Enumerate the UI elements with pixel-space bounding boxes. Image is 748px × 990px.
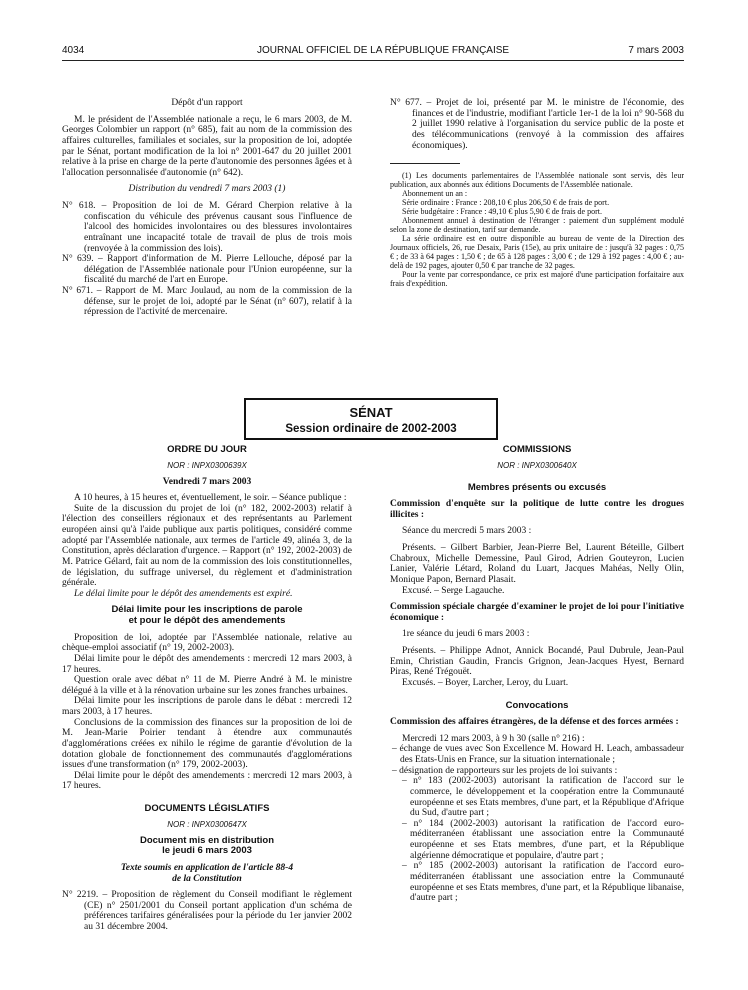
serie-ordinaire: Série ordinaire : France : 208,10 € plus 206,50 € de frais de port. — [402, 197, 610, 207]
presents-2: Présents. – Philippe Adnot, Annick Bocandé, Paul Dubrule, Jean-Paul Emin, Christian Gaudin, Francis Grignon, Jean-Jacques Hyest, Bernard Piras, René Trégouët. — [390, 646, 684, 678]
seance-jeudi: 1re séance du jeudi 6 mars 2003 : — [402, 629, 530, 640]
header-rule — [62, 60, 684, 61]
depot-title: Dépôt d'un rapport — [171, 98, 243, 108]
bottom-left-column — [62, 445, 352, 933]
etranger-text: Abonnement annuel à destination de l'étranger : paiement d'un supplément modulé selon la zone de destination, tarif sur demande. — [390, 215, 684, 234]
commissions-nor: NOR : INPX0300640X — [497, 460, 577, 470]
page-number: 4034 — [62, 45, 85, 56]
doc-mis-title-1: Document mis en distribution — [139, 834, 275, 846]
suite-discussion: Suite de la discussion du projet de loi (n° 182, 2002-2003) relatif à l'élection des conseillers régionaux et des représentants au Parlement européen ainsi qu'à l'aide publique aux partis politiques, considéré comme adopté par l'Assemblée nationale, aux termes de l'article 49, alinéa 3, de la Constitution, après déclaration d'urgence. – Rapport (n° 192, 2002-2003) de M. Patrice Gélard, fait au nom de la commission des lois constitutionnelles, de législation, du suffrage universel, du règlement et d'administration générale. — [62, 503, 352, 589]
seance-line: A 10 heures, à 15 heures et, éventuellement, le soir. – Séance publique : — [74, 493, 347, 504]
list-item: N° 639. – Rapport d'information de M. Pierre Lellouche, déposé par la délégation de l'Assemblée nationale pour l'Union européenne, sur la fiscalité du marché de l'art en Europe. — [62, 254, 352, 286]
paragraph: Délai limite pour les inscriptions de parole dans le débat : mercredi 12 mars 2003, à 17 heures. — [62, 696, 352, 718]
footnote-rule — [390, 163, 460, 164]
list-item: – n° 184 (2002-2003) autorisant la ratification de l'accord euro-méditerranéen établissant une association entre la Communauté européenne et ses Etats membres, d'une part, et la République algérienne démocratique et populaire, d'autre part ; — [402, 818, 684, 861]
senat-banner — [244, 398, 498, 440]
banner-title: SÉNAT — [349, 405, 393, 420]
enquete-title: Commission d'enquête sur la politique de lutte contre les drogues illicites : — [390, 499, 684, 520]
item-677: N° 677. – Projet de loi, présenté par M. le ministre de l'économie, des finances et de l'industrie, modifiant l'article 1er-1 de la loi n° 90-568 du 2 juillet 1990 relative à l'organisation du service public de la poste et des télécommunications (renvoyé à la commission des affaires économiques). — [390, 98, 684, 151]
vendredi-heading: Vendredi 7 mars 2003 — [162, 476, 252, 487]
doc-mis-title-2: le jeudi 6 mars 2003 — [162, 845, 252, 857]
footnote-1: (1) Les documents parlementaires de l'Assemblée nationale sont servis, dès leur publication, aux abonnés aux éditions Documents de l'Assemblée nationale. — [390, 171, 684, 190]
correspondance-text: Pour la vente par correspondance, ce prix est majoré d'une participation forfaitaire aux frais d'expédition. — [390, 269, 684, 288]
bottom-right-column — [390, 445, 684, 904]
documents-legislatifs-title: DOCUMENTS LÉGISLATIFS — [144, 803, 270, 815]
banner-subtitle: Session ordinaire de 2002-2003 — [285, 422, 457, 435]
distribution-title: Distribution du vendredi 7 mars 2003 (1) — [128, 184, 286, 195]
list-item: N° 618. – Proposition de loi de M. Gérard Cherpion relative à la confiscation du véhicule des prévenus causant sous l'influence de l'alcool des homicides involontaires ou des blessures involontaires entraînant une incapacité totale de travail de plus de trois mois (renvoyée à la commission des lois). — [62, 201, 352, 254]
seance-mercredi: Séance du mercredi 5 mars 2003 : — [402, 526, 532, 537]
paragraph: Question orale avec débat n° 11 de M. Pierre André à M. le ministre délégué à la ville et à la rénovation urbaine sur les zones franches urbaines. — [62, 675, 352, 696]
paragraph: Délai limite pour le dépôt des amendements : mercredi 12 mars 2003, à 17 heures. — [62, 770, 352, 792]
ordre-du-jour-title: ORDRE DU JOUR — [167, 444, 247, 455]
docs-nor: NOR : INPX0300647X — [167, 819, 247, 829]
paragraph: Délai limite pour le dépôt des amendements : mercredi 12 mars 2003, à 17 heures. — [62, 653, 352, 675]
excuses-2: Excusés. – Boyer, Larcher, Leroy, du Luart. — [402, 677, 569, 688]
serie-budgetaire: Série budgétaire : France : 49,10 € plus 5,90 € de frais de port. — [402, 206, 602, 216]
page-header — [62, 45, 684, 59]
delai-expire: Le délai limite pour le dépôt des amendements est expiré. — [74, 588, 293, 599]
convocations-title: Convocations — [505, 699, 569, 711]
abonnement-label: Abonnement un an : — [402, 189, 468, 199]
paragraph: Conclusions de la commission des finances sur la proposition de loi de M. Jean-Marie Poirier tendant à étendre aux communautés d'agglomérations créées ex nihilo le régime de garantie d'évolution de la dotation globale de fonctionnement des communautés d'agglomérations issues d'une transformation (n° 179, 2002-2003). — [62, 717, 352, 771]
issue-date: 7 mars 2003 — [628, 45, 684, 56]
commissions-title: COMMISSIONS — [502, 444, 572, 455]
list-item: – échange de vues avec Son Excellence M. Howard H. Leach, ambassadeur des Etats-Unis en France, sur la situation internationale ; — [392, 744, 684, 766]
affaires-title: Commission des affaires étrangères, de la défense et des forces armées : — [390, 717, 679, 728]
list-item: – n° 185 (2002-2003) autorisant la ratification de l'accord euro-méditerranéen établissant une association entre la Communauté européenne et ses Etats membres, d'une part, et la République libanaise, d'autre part ; — [402, 861, 684, 904]
speciale-title: Commission spéciale chargée d'examiner le projet de loi pour l'initiative économique : — [390, 602, 684, 623]
depot-text: M. le président de l'Assemblée nationale a reçu, le 6 mars 2003, de M. Georges Colombier un rapport (n° 685), fait au nom de la commission des affaires culturelles, familiales et sociales, sur la proposition de loi, adoptée par le Sénat, portant modification de la loi n° 2001-647 du 20 juillet 2001 relative à la prise en charge de la perte d'autonomie des personnes âgées et à l'allocation personnalisée d'autonomie (n° 642). — [62, 114, 352, 178]
membres-title: Membres présents ou excusés — [467, 481, 607, 493]
vente-text: La série ordinaire est en outre disponible au bureau de vente de la Direction des Journaux officiels, 26, rue Desaix, Paris (15e), au prix unitaire de : jusqu'à 32 pages : 0,75 € ; de 33 à 64 pages : 1,50 € ; de 65 à 128 pages : 3,00 € ; de 129 à 192 pages : 4,00 € ; au-delà de 192 pages, ajouter 0,50 € par tranche de 32 pages. — [390, 233, 684, 270]
top-left-column — [62, 98, 352, 318]
delai-title-2: et pour le dépôt des amendements — [128, 615, 286, 627]
item-2219: N° 2219. – Proposition de règlement du Conseil modifiant le règlement (CE) n° 2501/2001 du Conseil portant application d'un schéma de préférences tarifaires généralisées pour la période du 1er janvier 2002 au 31 décembre 2004. — [62, 890, 352, 933]
delai-title-1: Délai limite pour les inscriptions de parole — [111, 604, 303, 616]
journal-title: JOURNAL OFFICIEL DE LA RÉPUBLIQUE FRANÇAISE — [257, 45, 510, 56]
list-item: N° 671. – Rapport de M. Marc Joulaud, au nom de la commission de la défense, sur le projet de loi, adopté par le Sénat (n° 607), relatif à la répression de l'activité de mercenaire. — [62, 286, 352, 318]
texte-soumis-1: Texte soumis en application de l'article 88-4 — [120, 862, 294, 873]
top-right-column — [390, 98, 684, 289]
presents-1: Présents. – Gilbert Barbier, Jean-Pierre Bel, Laurent Béteille, Gilbert Chabroux, Michelle Demessine, Paul Girod, Adrien Gouteyron, Lucien Lanier, Valérie Létard, Roland du Luart, Jacques Mahéas, Nelly Olin, Monique Papon, Bernard Plasait. — [390, 543, 684, 585]
ordre-nor: NOR : INPX0300639X — [167, 460, 247, 470]
paragraph: Proposition de loi, adoptée par l'Assemblée nationale, relative au chèque-emploi associatif (n° 19, 2002-2003). — [62, 632, 352, 654]
mercredi-12: Mercredi 12 mars 2003, à 9 h 30 (salle n° 216) : — [402, 733, 585, 744]
excuse-1: Excusé. – Serge Lagauche. — [402, 585, 505, 596]
list-item: – désignation de rapporteurs sur les projets de loi suivants : — [392, 765, 618, 776]
list-item: – n° 183 (2002-2003) autorisant la ratification de l'accord sur le commerce, le développement et la coopération entre la Communauté européenne et ses Etats membres, d'une part, et la République d'Afrique du Sud, d'autre part ; — [402, 776, 684, 819]
texte-soumis-2: de la Constitution — [172, 873, 242, 884]
